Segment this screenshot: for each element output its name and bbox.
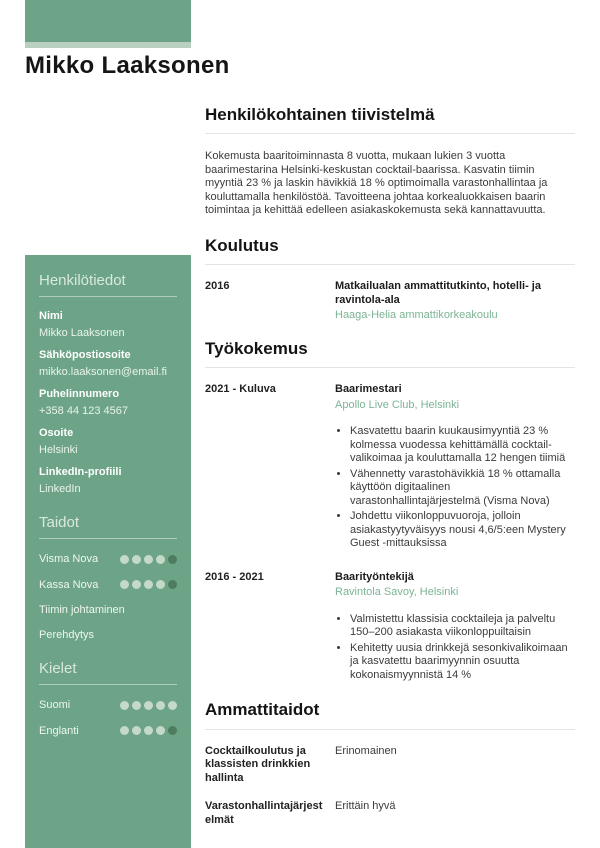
- rating-dot: [120, 580, 129, 589]
- education-period: 2016: [205, 280, 230, 293]
- divider: [205, 133, 575, 134]
- professional-skill-level: Erinomainen: [335, 744, 397, 757]
- experience-role: Baarimestari: [335, 383, 402, 396]
- header-accent-block: [25, 0, 191, 42]
- rating-dot: [156, 701, 165, 710]
- experience-employer: Apollo Live Club, Helsinki: [335, 398, 460, 411]
- skill-name: Perehdytys: [39, 629, 95, 642]
- experience-bullet: • Kasvatettu baarin kuukausimyyntiä 23 % kolmessa vuodessa kehittämällä cocktail-valikoimaa ja kouluttamalla 12 hengen tiimiä: [350, 425, 575, 466]
- skill-name: Visma Nova: [39, 553, 99, 566]
- professional-skills-title: Ammattitaidot: [205, 700, 320, 720]
- contact-field-label: Sähköpostiosoite: [39, 349, 131, 362]
- skill-rating: [120, 580, 177, 589]
- skill-name: Kassa Nova: [39, 578, 99, 591]
- rating-dot: [156, 580, 165, 589]
- contact-field-value: mikko.laaksonen@email.fi: [39, 365, 167, 378]
- experience-bullets: [335, 425, 575, 551]
- rating-dot: [144, 726, 153, 735]
- skills-section-title: Taidot: [39, 514, 177, 539]
- professional-skill-name: Cocktailkoulutus ja klassisten drinkkien hallinta: [205, 744, 311, 784]
- skill-row: [39, 552, 177, 566]
- skill-row: [39, 578, 177, 592]
- contact-field-value: Mikko Laaksonen: [39, 326, 125, 339]
- contact-field-linkedin: [39, 466, 177, 496]
- experience-employer: Ravintola Savoy, Helsinki: [335, 586, 459, 599]
- divider: [205, 264, 575, 265]
- contact-field-phone: [39, 388, 177, 418]
- professional-skill-level: Erittäin hyvä: [335, 800, 396, 813]
- contact-field-address: [39, 427, 177, 457]
- rating-dot: [120, 701, 129, 710]
- rating-dot: [144, 555, 153, 564]
- professional-skill-entry: [205, 745, 575, 786]
- divider: [205, 729, 575, 730]
- language-rating: [120, 701, 177, 710]
- rating-dot: [132, 701, 141, 710]
- skill-row: [39, 628, 177, 642]
- contact-section-title: Henkilötiedot: [39, 272, 177, 297]
- experience-title: Työkokemus: [205, 338, 308, 358]
- language-row: [39, 724, 177, 738]
- education-title: Koulutus: [205, 235, 279, 255]
- divider: [205, 367, 575, 368]
- contact-field-value: LinkedIn: [39, 482, 81, 495]
- rating-dot: [144, 580, 153, 589]
- rating-dot: [132, 726, 141, 735]
- professional-skill-entry: [205, 800, 575, 827]
- education-entry: [205, 280, 575, 323]
- sidebar: [25, 255, 191, 848]
- contact-field-label: Nimi: [39, 310, 63, 322]
- rating-dot: [132, 555, 141, 564]
- experience-bullet: • Vähennetty varastohävikkiä 18 % ottamalla käyttöön digitaalinen varastonhallintajärjestelmä (Visma Nova): [350, 468, 575, 509]
- rating-dot: [168, 726, 177, 735]
- experience-period: 2021 - Kuluva: [205, 383, 276, 396]
- language-name: Suomi: [39, 699, 71, 712]
- experience-role: Baarityöntekijä: [335, 570, 414, 583]
- language-name: Englanti: [39, 724, 79, 737]
- summary-title: Henkilökohtainen tiivistelmä: [205, 105, 435, 124]
- languages-section-title: Kielet: [39, 660, 177, 685]
- rating-dot: [168, 580, 177, 589]
- contact-field-value: +358 44 123 4567: [39, 404, 129, 417]
- header-accent-strip: [25, 42, 191, 48]
- rating-dot: [120, 555, 129, 564]
- skill-rating: [120, 555, 177, 564]
- contact-field-label: LinkedIn-profiili: [39, 466, 122, 479]
- rating-dot: [168, 701, 177, 710]
- experience-entry: [205, 383, 575, 553]
- summary-text: Kokemusta baaritoiminnasta 8 vuotta, mukaan lukien 3 vuotta baarimestarina Helsinki-keskustan cocktail-baarissa. Kasvatin tiimin myyntiä 23 % ja laskin hävikkiä 18 % optimoimalla varastonhallintaa ja kouluttamalla henkilöstöä. Tavoitteena johtaa korkealuokkaisen baarin toimintaa ja kehittää edelleen asiakaskokemusta sekä kannattavuutta.: [205, 150, 548, 217]
- professional-skill-name: Varastonhallintajärjestelmät: [205, 800, 323, 826]
- skills-section: [39, 514, 177, 642]
- contact-section: [39, 272, 177, 496]
- education-degree: Matkailualan ammattitutkinto, hotelli- ja ravintola-ala: [335, 280, 541, 306]
- experience-bullet: • Kehitetty uusia drinkkejä sesonkivalikoimaan ja kasvatettu baarimyynnin osuutta kokonaismyynnistä 14 %: [350, 642, 575, 683]
- skill-name: Tiimin johtaminen: [39, 603, 125, 616]
- main-content: [205, 105, 575, 827]
- contact-field-label: Osoite: [39, 427, 74, 440]
- language-rating: [120, 726, 177, 735]
- experience-bullet: • Valmistettu klassisia cocktaileja ja palveltu 150–200 asiakasta viikonloppuiltaisin: [350, 613, 575, 640]
- experience-bullets: [335, 613, 575, 683]
- contact-field-name: [39, 310, 177, 340]
- rating-dot: [132, 580, 141, 589]
- candidate-name: Mikko Laaksonen: [25, 52, 230, 79]
- languages-section: [39, 660, 177, 738]
- experience-bullet: • Johdettu viikonloppuvuoroja, jolloin asiakastyytyväisyys nousi 4,6/5:een Mystery Guest -mittauksissa: [350, 510, 575, 551]
- experience-period: 2016 - 2021: [205, 570, 264, 583]
- rating-dot: [168, 555, 177, 564]
- contact-field-value: Helsinki: [39, 443, 78, 456]
- skill-row: [39, 603, 177, 617]
- rating-dot: [156, 726, 165, 735]
- rating-dot: [120, 726, 129, 735]
- experience-entry: [205, 571, 575, 685]
- contact-field-label: Puhelinnumero: [39, 388, 120, 401]
- contact-field-email: [39, 349, 177, 379]
- education-school: Haaga-Helia ammattikorkeakoulu: [335, 309, 498, 322]
- rating-dot: [156, 555, 165, 564]
- rating-dot: [144, 701, 153, 710]
- language-row: [39, 698, 177, 712]
